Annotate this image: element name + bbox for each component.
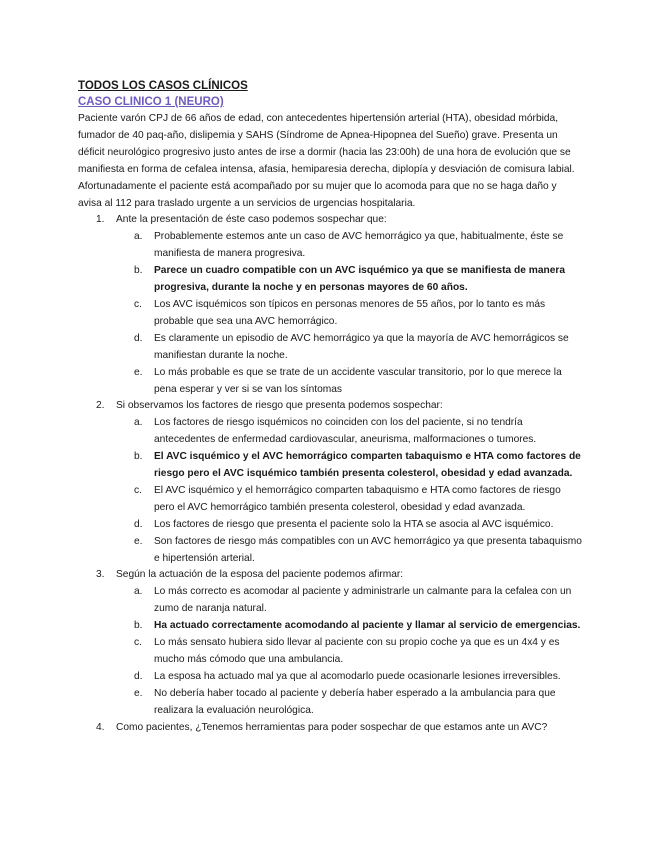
answer-text: Lo más correcto es acomodar al paciente y administrarle un calmante para la cefalea con un zumo de naranja natural. bbox=[154, 586, 572, 615]
answer-1e bbox=[116, 365, 583, 399]
question-4 bbox=[78, 720, 583, 737]
case-title: CASO CLINICO 1 (NEURO) bbox=[78, 96, 224, 108]
answer-text: Los AVC isquémicos son típicos en personas menores de 55 años, por lo tanto es más probable que sea una AVC hemorrágico. bbox=[154, 298, 546, 327]
answer-text: Lo más probable es que se trate de un accidente vascular transitorio, por lo que merece la pena esperar y ver si se van los síntomas bbox=[154, 366, 562, 395]
answer-letter: a. bbox=[134, 231, 143, 243]
answer-letter: d. bbox=[134, 518, 143, 530]
answer-text: El AVC isquémico y el AVC hemorrágico comparten tabaquismo e HTA como factores de riesgo pero el AVC isquémico también presenta colesterol, obesidad y edad avanzada. bbox=[154, 451, 581, 480]
question-text: Como pacientes, ¿Tenemos herramientas para poder sospechar de que estamos ante un AVC? bbox=[116, 721, 548, 733]
document-title: TODOS LOS CASOS CLÍNICOS bbox=[78, 80, 248, 92]
answer-letter: c. bbox=[134, 637, 142, 649]
case-description: Paciente varón CPJ de 66 años de edad, con antecedentes hipertensión arterial (HTA), obesidad mórbida, fumador de 40 paq-año, dislipemia y SAHS (Síndrome de Apnea-Hipopnea del Sueño) grave. Presenta un déficit neurológico progresivo justo antes de irse a dormir (hacia las 23:00h) de una hora de evolución que se manifiesta en forma de cefalea intensa, afasia, hemiparesia derecha, diplopía y desviación de comisura labial. Afortunadamente el paciente está acompañado por su mujer que lo acomoda para que no se haga daño y avisa al 112 para traslado urgente a un servicios de urgencias hospitalaria. bbox=[78, 113, 575, 209]
answer-letter: b. bbox=[134, 451, 143, 463]
question-text: Según la actuación de la esposa del paciente podemos afirmar: bbox=[116, 569, 404, 581]
answer-text: Los factores de riesgo que presenta el paciente solo la HTA se asocia al AVC isquémico. bbox=[154, 518, 554, 530]
question-number: 2. bbox=[96, 400, 105, 412]
answer-3e bbox=[116, 686, 583, 720]
question-text: Ante la presentación de éste caso podemos sospechar que: bbox=[116, 214, 387, 226]
answer-letter: a. bbox=[134, 417, 143, 429]
answer-2e bbox=[116, 534, 583, 568]
answer-letter: b. bbox=[134, 265, 143, 277]
answer-text: No debería haber tocado al paciente y debería haber esperado a la ambulancia para que realizara la evaluación neurológica. bbox=[154, 687, 556, 716]
answer-3c bbox=[116, 635, 583, 669]
answer-letter: e. bbox=[134, 366, 143, 378]
answer-3b bbox=[116, 618, 583, 635]
answer-text: El AVC isquémico y el hemorrágico comparten tabaquismo e HTA como factores de riesgo pero el AVC hemorrágico también presenta colesterol, obesidad y edad avanzada. bbox=[154, 484, 561, 513]
question-number: 4. bbox=[96, 721, 105, 733]
answer-letter: e. bbox=[134, 535, 143, 547]
answer-letter: d. bbox=[134, 670, 143, 682]
answer-letter: c. bbox=[134, 298, 142, 310]
answer-letter: b. bbox=[134, 620, 143, 632]
answer-text: La esposa ha actuado mal ya que al acomodarlo puede ocasionarle lesiones irreversibles. bbox=[154, 670, 561, 682]
answer-list-3 bbox=[78, 584, 583, 719]
answer-text: Parece un cuadro compatible con un AVC isquémico ya que se manifiesta de manera progresiva, durante la noche y en personas mayores de 60 años. bbox=[154, 265, 566, 294]
question-number: 3. bbox=[96, 569, 105, 581]
answer-list-1 bbox=[78, 229, 583, 398]
answer-2b bbox=[116, 449, 583, 483]
answer-1c bbox=[116, 297, 583, 331]
answer-letter: a. bbox=[134, 586, 143, 598]
answer-2d bbox=[116, 517, 583, 534]
answer-1b bbox=[116, 263, 583, 297]
answer-1a bbox=[116, 229, 583, 263]
answer-text: Es claramente un episodio de AVC hemorrágico ya que la mayoría de AVC hemorrágicos se manifiestan durante la noche. bbox=[154, 332, 569, 361]
answer-letter: c. bbox=[134, 484, 142, 496]
answer-text: Ha actuado correctamente acomodando al paciente y llamar al servicio de emergencias. bbox=[154, 620, 581, 632]
answer-letter: d. bbox=[134, 332, 143, 344]
answer-1d bbox=[116, 331, 583, 365]
answer-list-2 bbox=[78, 415, 583, 567]
answer-text: Los factores de riesgo isquémicos no coinciden con los del paciente, si no tendría antecedentes de enfermedad cardiovascular, aneurisma, malformaciones o tumores. bbox=[154, 417, 537, 446]
question-2 bbox=[78, 398, 583, 415]
question-3 bbox=[78, 567, 583, 584]
question-list bbox=[78, 212, 583, 736]
answer-text: Probablemente estemos ante un caso de AVC hemorrágico ya que, habitualmente, éste se manifiesta de manera progresiva. bbox=[154, 231, 564, 260]
question-1 bbox=[78, 212, 583, 229]
answer-letter: e. bbox=[134, 687, 143, 699]
answer-text: Son factores de riesgo más compatibles con un AVC hemorrágico ya que presenta tabaquismo e hipertensión arterial. bbox=[154, 535, 582, 564]
document-page bbox=[78, 78, 583, 737]
question-number: 1. bbox=[96, 214, 105, 226]
answer-2a bbox=[116, 415, 583, 449]
answer-3a bbox=[116, 584, 583, 618]
answer-2c bbox=[116, 483, 583, 517]
question-text: Si observamos los factores de riesgo que presenta podemos sospechar: bbox=[116, 400, 443, 412]
answer-text: Lo más sensato hubiera sido llevar al paciente con su propio coche ya que es un 4x4 y es mucho más cómodo que una ambulancia. bbox=[154, 637, 560, 665]
answer-3d bbox=[116, 669, 583, 686]
